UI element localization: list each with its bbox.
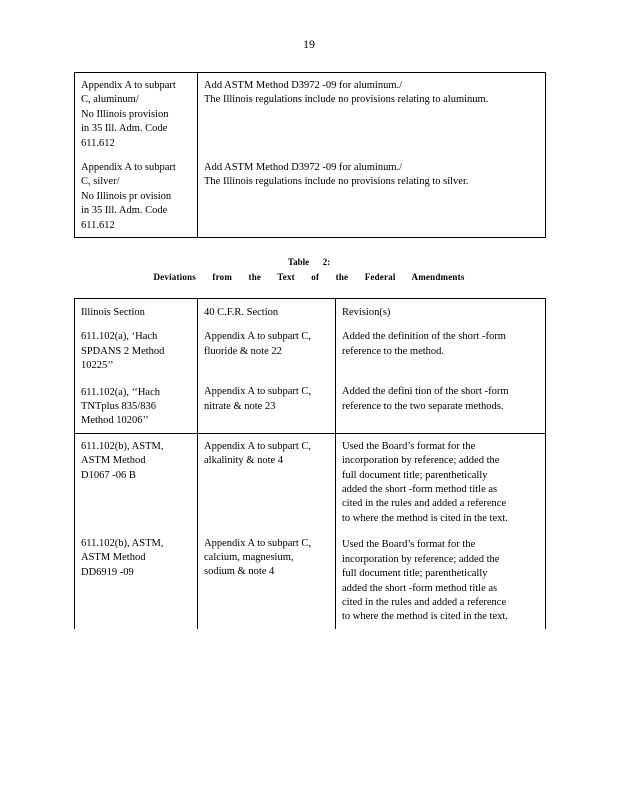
cell-line: reference to the two separate methods.: [342, 400, 504, 412]
cell-line: C, silver/: [81, 176, 120, 188]
cell-line: SPDANS 2 Method: [81, 345, 165, 357]
cell-line: 611.612: [81, 137, 115, 149]
cell-line: 611.102(a), ‘‘Hach: [81, 386, 161, 398]
cell-line: Add ASTM Method D3972 -09 for aluminum./: [204, 80, 403, 91]
cell-line: full document title; parenthetically: [342, 568, 488, 580]
table-cell: [75, 433, 198, 628]
cell-line: in 35 Ill. Adm. Code: [81, 205, 168, 217]
cell-line: in 35 Ill. Adm. Code: [81, 123, 168, 135]
table-cell: [75, 330, 198, 433]
cell-line: 10225’’: [81, 360, 114, 372]
cell-line: 611.102(b), ASTM,: [81, 538, 164, 550]
cell-line: No Illinois provision: [81, 108, 169, 120]
cell-line: added the short -form method title as: [342, 582, 498, 594]
cell-line: incorporation by reference; added the: [342, 455, 500, 467]
cell-line: Added the defini tion of the short -form: [342, 386, 509, 398]
page-number: 19: [303, 37, 315, 51]
cell-line: Add ASTM Method D3972 -09 for aluminum./: [204, 161, 403, 173]
table-appendix-continuation: [74, 72, 546, 238]
cell-line: full document title; parenthetically: [342, 469, 488, 481]
cell-line: TNTplus 835/836: [81, 401, 156, 413]
column-header: 40 C.F.R. Section: [204, 307, 279, 318]
cell-line: C, aluminum/: [81, 94, 139, 106]
cell-line: Used the Board’s format for the: [342, 440, 476, 452]
cell-line: ASTM Method: [81, 552, 146, 564]
table-row: [75, 330, 546, 433]
table-cell: [75, 73, 198, 238]
table-row: [75, 73, 546, 238]
cell-line: alkalinity & note 4: [204, 455, 284, 467]
table-cell: [198, 73, 546, 238]
cell-line: 611.102(b), ASTM,: [81, 440, 164, 452]
cell-line: Added the definition of the short -form: [342, 331, 506, 343]
table-cell: [336, 433, 546, 628]
table-row: [75, 299, 546, 331]
cell-line: Method 10206’’: [81, 415, 149, 427]
cell-line: Appendix A to subpart C,: [204, 440, 312, 452]
cell-line: sodium & note 4: [204, 566, 275, 578]
table-cell: [198, 330, 336, 433]
cell-line: incorporation by reference; added the: [342, 553, 500, 565]
cell-line: D1067 -06 B: [81, 469, 136, 481]
table-caption-number: Table 2:: [287, 257, 331, 267]
cell-line: reference to the method.: [342, 345, 445, 357]
cell-line: 611.612: [81, 219, 115, 231]
cell-line: Used the Board’s format for the: [342, 539, 476, 551]
table-cell: [75, 299, 198, 331]
table-row: [75, 433, 546, 628]
table-caption-title: Deviations from the Text of the Federal Amendments: [153, 272, 465, 282]
cell-line: No Illinois pr ovision: [81, 190, 172, 202]
table-cell: [336, 299, 546, 331]
cell-line: ASTM Method: [81, 455, 146, 467]
cell-line: fluoride & note 22: [204, 345, 282, 357]
cell-line: Appendix A to subpart C,: [204, 386, 312, 398]
cell-line: 611.102(a), ‘Hach: [81, 331, 158, 343]
cell-line: cited in the rules and added a reference: [342, 596, 507, 608]
cell-line: Appendix A to subpart: [81, 162, 176, 174]
table-cell: [198, 433, 336, 628]
column-header: Revision(s): [342, 307, 391, 318]
cell-line: to where the method is cited in the text.: [342, 611, 508, 623]
table-cell: [336, 330, 546, 433]
cell-line: Appendix A to subpart: [81, 80, 176, 91]
cell-line: The Illinois regulations include no provisions relating to silver.: [204, 176, 469, 188]
column-header: Illinois Section: [81, 307, 145, 318]
cell-line: The Illinois regulations include no provisions relating to aluminum.: [204, 94, 489, 106]
table-cell: [198, 299, 336, 331]
cell-line: Appendix A to subpart C,: [204, 331, 312, 343]
table-deviations: [74, 298, 546, 629]
cell-line: added the short -form method title as: [342, 484, 498, 496]
cell-line: Appendix A to subpart C,: [204, 537, 312, 549]
cell-line: cited in the rules and added a reference: [342, 498, 507, 510]
cell-line: DD6919 -09: [81, 566, 134, 578]
cell-line: calcium, magnesium,: [204, 552, 294, 564]
cell-line: nitrate & note 23: [204, 400, 276, 412]
cell-line: to where the method is cited in the text.: [342, 512, 508, 524]
